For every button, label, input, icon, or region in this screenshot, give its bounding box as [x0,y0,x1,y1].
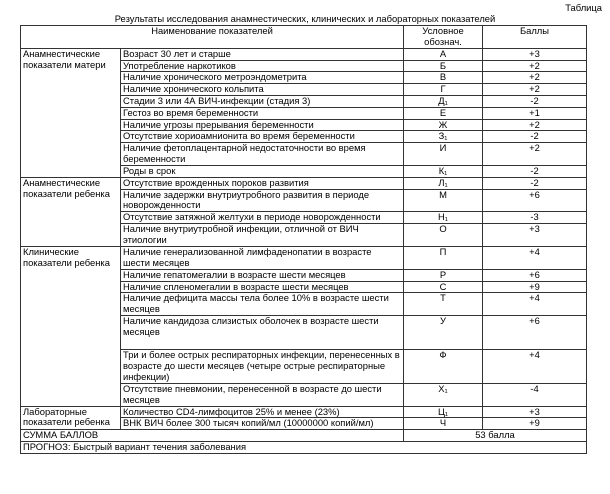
table-title: Результаты исследования анамнестических, клинических и лабораторных показателей [114,13,496,24]
code-cell: И [404,143,483,166]
sum-value: 53 балла [404,430,587,442]
score-cell: +2 [483,119,587,131]
indicator-cell: Наличие задержки внутриутробного развития в периоде новорожденности [121,189,404,212]
score-cell: -2 [483,165,587,177]
indicator-cell: Отсутствие пневмонии, перенесенной в возрасте до шести месяцев [121,383,404,406]
indicator-cell: ВНК ВИЧ более 300 тысяч копий/мл (10000000 копий/мл) [121,418,404,430]
header-code: Условное обознач. [404,26,483,49]
indicator-cell: Отсутствие хориоамнионита во время беременности [121,131,404,143]
code-cell: Н₁ [404,212,483,224]
sum-label: СУММА БАЛЛОВ [21,430,404,442]
code-cell: Л₁ [404,177,483,189]
score-cell: +3 [483,406,587,418]
code-cell: Д₁ [404,95,483,107]
results-table-body [21,26,587,454]
sum-row [21,430,587,442]
code-cell: С [404,281,483,293]
score-cell: -4 [483,383,587,406]
score-cell: +4 [483,246,587,269]
header-row [21,26,587,49]
group-label: Анамнестические показатели ребенка [21,177,121,246]
code-cell: М [404,189,483,212]
code-cell: Т [404,293,483,316]
code-cell: Ч [404,418,483,430]
score-cell: +6 [483,189,587,212]
score-cell: +9 [483,418,587,430]
prognosis-text: ПРОГНОЗ: Быстрый вариант течения заболевания [21,442,587,454]
code-cell: У [404,316,483,350]
code-cell: Е [404,107,483,119]
code-cell: Ц₁ [404,406,483,418]
code-cell: П [404,246,483,269]
score-cell: -2 [483,131,587,143]
score-cell: +2 [483,143,587,166]
indicator-cell: Количество CD4-лимфоцитов 25% и менее (23%) [121,406,404,418]
prognosis-row [21,442,587,454]
indicator-cell: Наличие дефицита массы тела более 10% в возрасте шести месяцев [121,293,404,316]
code-cell: З₁ [404,131,483,143]
header-score: Баллы [483,26,587,49]
indicator-cell: Наличие генерализованной лимфаденопатии в возрасте шести месяцев [121,246,404,269]
group-label: Клинические показатели ребенка [21,246,121,406]
table-row [21,177,587,189]
code-cell: Р [404,269,483,281]
code-cell: Г [404,84,483,96]
code-cell: Ф [404,349,483,383]
indicator-cell: Стадии 3 или 4А ВИЧ-инфекции (стадия 3) [121,95,404,107]
code-cell: К₁ [404,165,483,177]
code-cell: Ж [404,119,483,131]
score-cell: +6 [483,316,587,350]
indicator-cell: Наличие спленомегалии в возрасте шести месяцев [121,281,404,293]
indicator-cell: Три и более острых респираторных инфекции, перенесенных в возрасте до шести месяцев (четыре острые респираторные инфекции) [121,349,404,383]
score-cell: -2 [483,177,587,189]
table-caption: Таблица [565,2,602,13]
indicator-cell: Отсутствие врожденных пороков развития [121,177,404,189]
indicator-cell: Наличие хронического кольпита [121,84,404,96]
indicator-cell: Наличие гепатомегалии в возрасте шести месяцев [121,269,404,281]
indicator-cell: Наличие хронического метроэндометрита [121,72,404,84]
score-cell: +2 [483,84,587,96]
score-cell: +9 [483,281,587,293]
indicator-cell: Употребление наркотиков [121,60,404,72]
group-label: Лабораторные показатели ребенка [21,406,121,430]
score-cell: -2 [483,95,587,107]
group-label: Анамнестические показатели матери [21,48,121,177]
score-cell: +3 [483,48,587,60]
indicator-cell: Гестоз во время беременности [121,107,404,119]
indicator-cell: Роды в срок [121,165,404,177]
header-indicator: Наименование показателей [21,26,404,49]
table-row [21,246,587,269]
code-cell: А [404,48,483,60]
score-cell: +2 [483,72,587,84]
results-table [20,25,587,454]
code-cell: Х₁ [404,383,483,406]
code-cell: В [404,72,483,84]
score-cell: +4 [483,349,587,383]
indicator-cell: Отсутствие затяжной желтухи в периоде новорожденности [121,212,404,224]
table-row [21,48,587,60]
indicator-cell: Наличие кандидоза слизистых оболочек в возрасте шести месяцев [121,316,404,350]
indicator-cell: Наличие фетоплацентарной недостаточности во время беременности [121,143,404,166]
score-cell: +3 [483,224,587,247]
indicator-cell: Наличие внутриутробной инфекции, отличной от ВИЧ этиологии [121,224,404,247]
score-cell: +6 [483,269,587,281]
code-cell: О [404,224,483,247]
indicator-cell: Возраст 30 лет и старше [121,48,404,60]
code-cell: Б [404,60,483,72]
score-cell: -3 [483,212,587,224]
score-cell: +4 [483,293,587,316]
indicator-cell: Наличие угрозы прерывания беременности [121,119,404,131]
score-cell: +1 [483,107,587,119]
score-cell: +2 [483,60,587,72]
table-row [21,406,587,418]
